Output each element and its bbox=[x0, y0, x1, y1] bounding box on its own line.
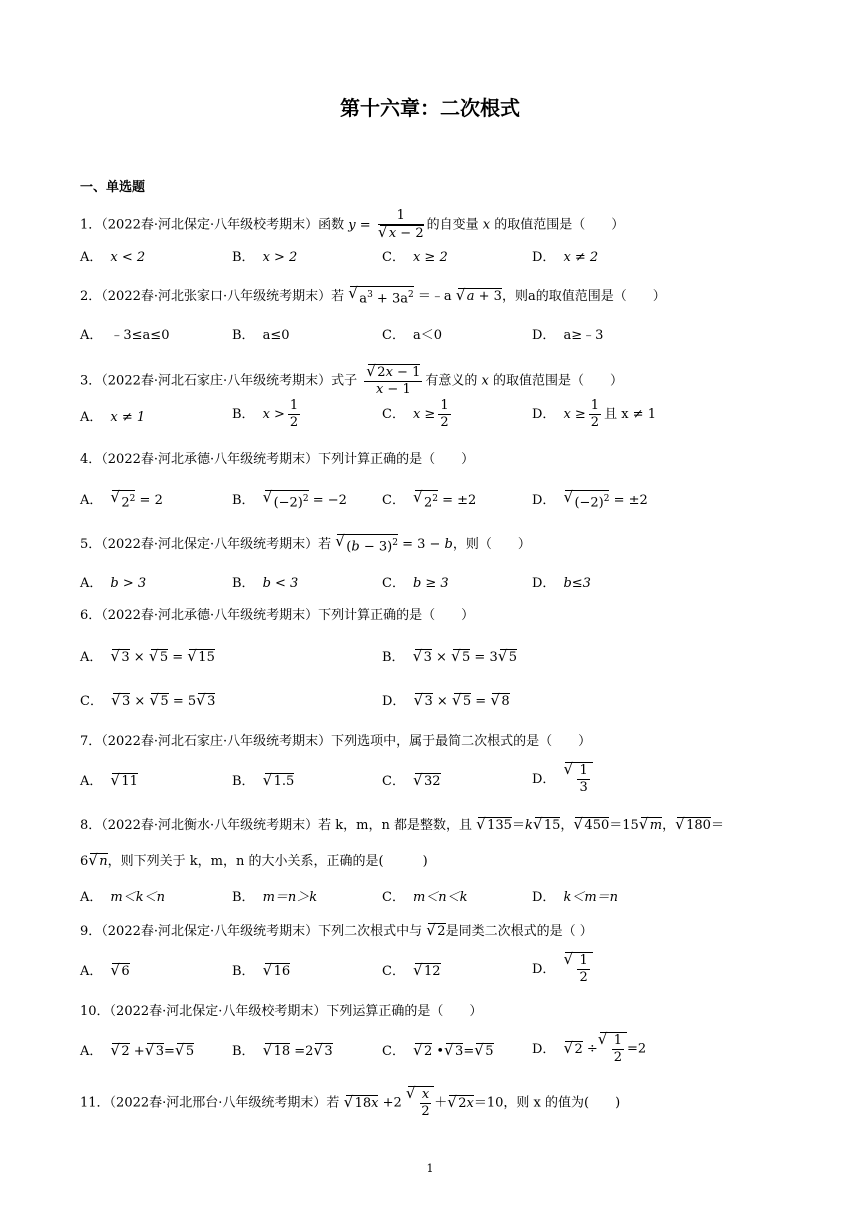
question-1: 1．（2022春·河北保定·八年级校考期末）函数 y = 1 √ x − 2 的自变量 x 的取值范围是（ ） bbox=[80, 208, 624, 242]
formula: y = 1 √ x − 2 bbox=[348, 218, 426, 233]
question-9: 9．（2022春·河北保定·八年级统考期末）下列二次根式中与 √ 2是同类二次根式的是（ ） bbox=[80, 922, 593, 942]
question-11: 11．（2022春·河北邢台·八年级统考期末）若 √ 18x +2 √ $\frac{x}{2}$ ＋√ 2x＝10，则 x 的值为( ) bbox=[80, 1086, 620, 1120]
question-8: 8．（2022春·河北衡水·八年级统考期末）若 k，m，n 都是整数，且 √ 135＝k√ 15，√ 450＝15√ m，√ 180＝ bbox=[80, 816, 724, 836]
page-title: 第十六章：二次根式 bbox=[340, 96, 520, 120]
page-number: 1 bbox=[426, 1162, 434, 1175]
question-2: 2．（2022春·河北张家口·八年级统考期末）若 √ $a^3 + 3a^2$ ＝﹣a √ a + 3，则a的取值范围是（ ） bbox=[80, 286, 666, 307]
formula: √ $\frac{2x - 1}{x - 1}$ bbox=[364, 364, 422, 398]
question-7: 7．（2022春·河北石家庄·八年级统考期末）下列选项中，属于最简二次根式的是（ ） bbox=[80, 734, 592, 749]
question-8-line2: 6√ n，则下列关于 k，m，n 的大小关系，正确的是( ) bbox=[80, 852, 428, 872]
question-4: 4．（2022春·河北承德·八年级统考期末）下列计算正确的是（ ） bbox=[80, 452, 475, 467]
formula: √ $(b - 3)^2 = 3 - b$ bbox=[335, 537, 453, 552]
question-10: 10．（2022春·河北保定·八年级校考期末）下列运算正确的是（ ） bbox=[80, 1004, 483, 1019]
question-6: 6．（2022春·河北承德·八年级统考期末）下列计算正确的是（ ） bbox=[80, 608, 475, 623]
formula: √ $a^3 + 3a^2$ ＝﹣a √ a + 3 bbox=[348, 289, 502, 304]
section-heading: 一、单选题 bbox=[80, 180, 146, 195]
question-3: 3．（2022春·河北石家庄·八年级统考期末）式子 √ $\frac{2x - 1}{x - 1}$ 有意义的 x 的取值范围是（ ） bbox=[80, 364, 623, 398]
question-5: 5．（2022春·河北保定·八年级统考期末）若 √ $(b - 3)^2 = 3 - b$，则（ ） bbox=[80, 534, 531, 555]
